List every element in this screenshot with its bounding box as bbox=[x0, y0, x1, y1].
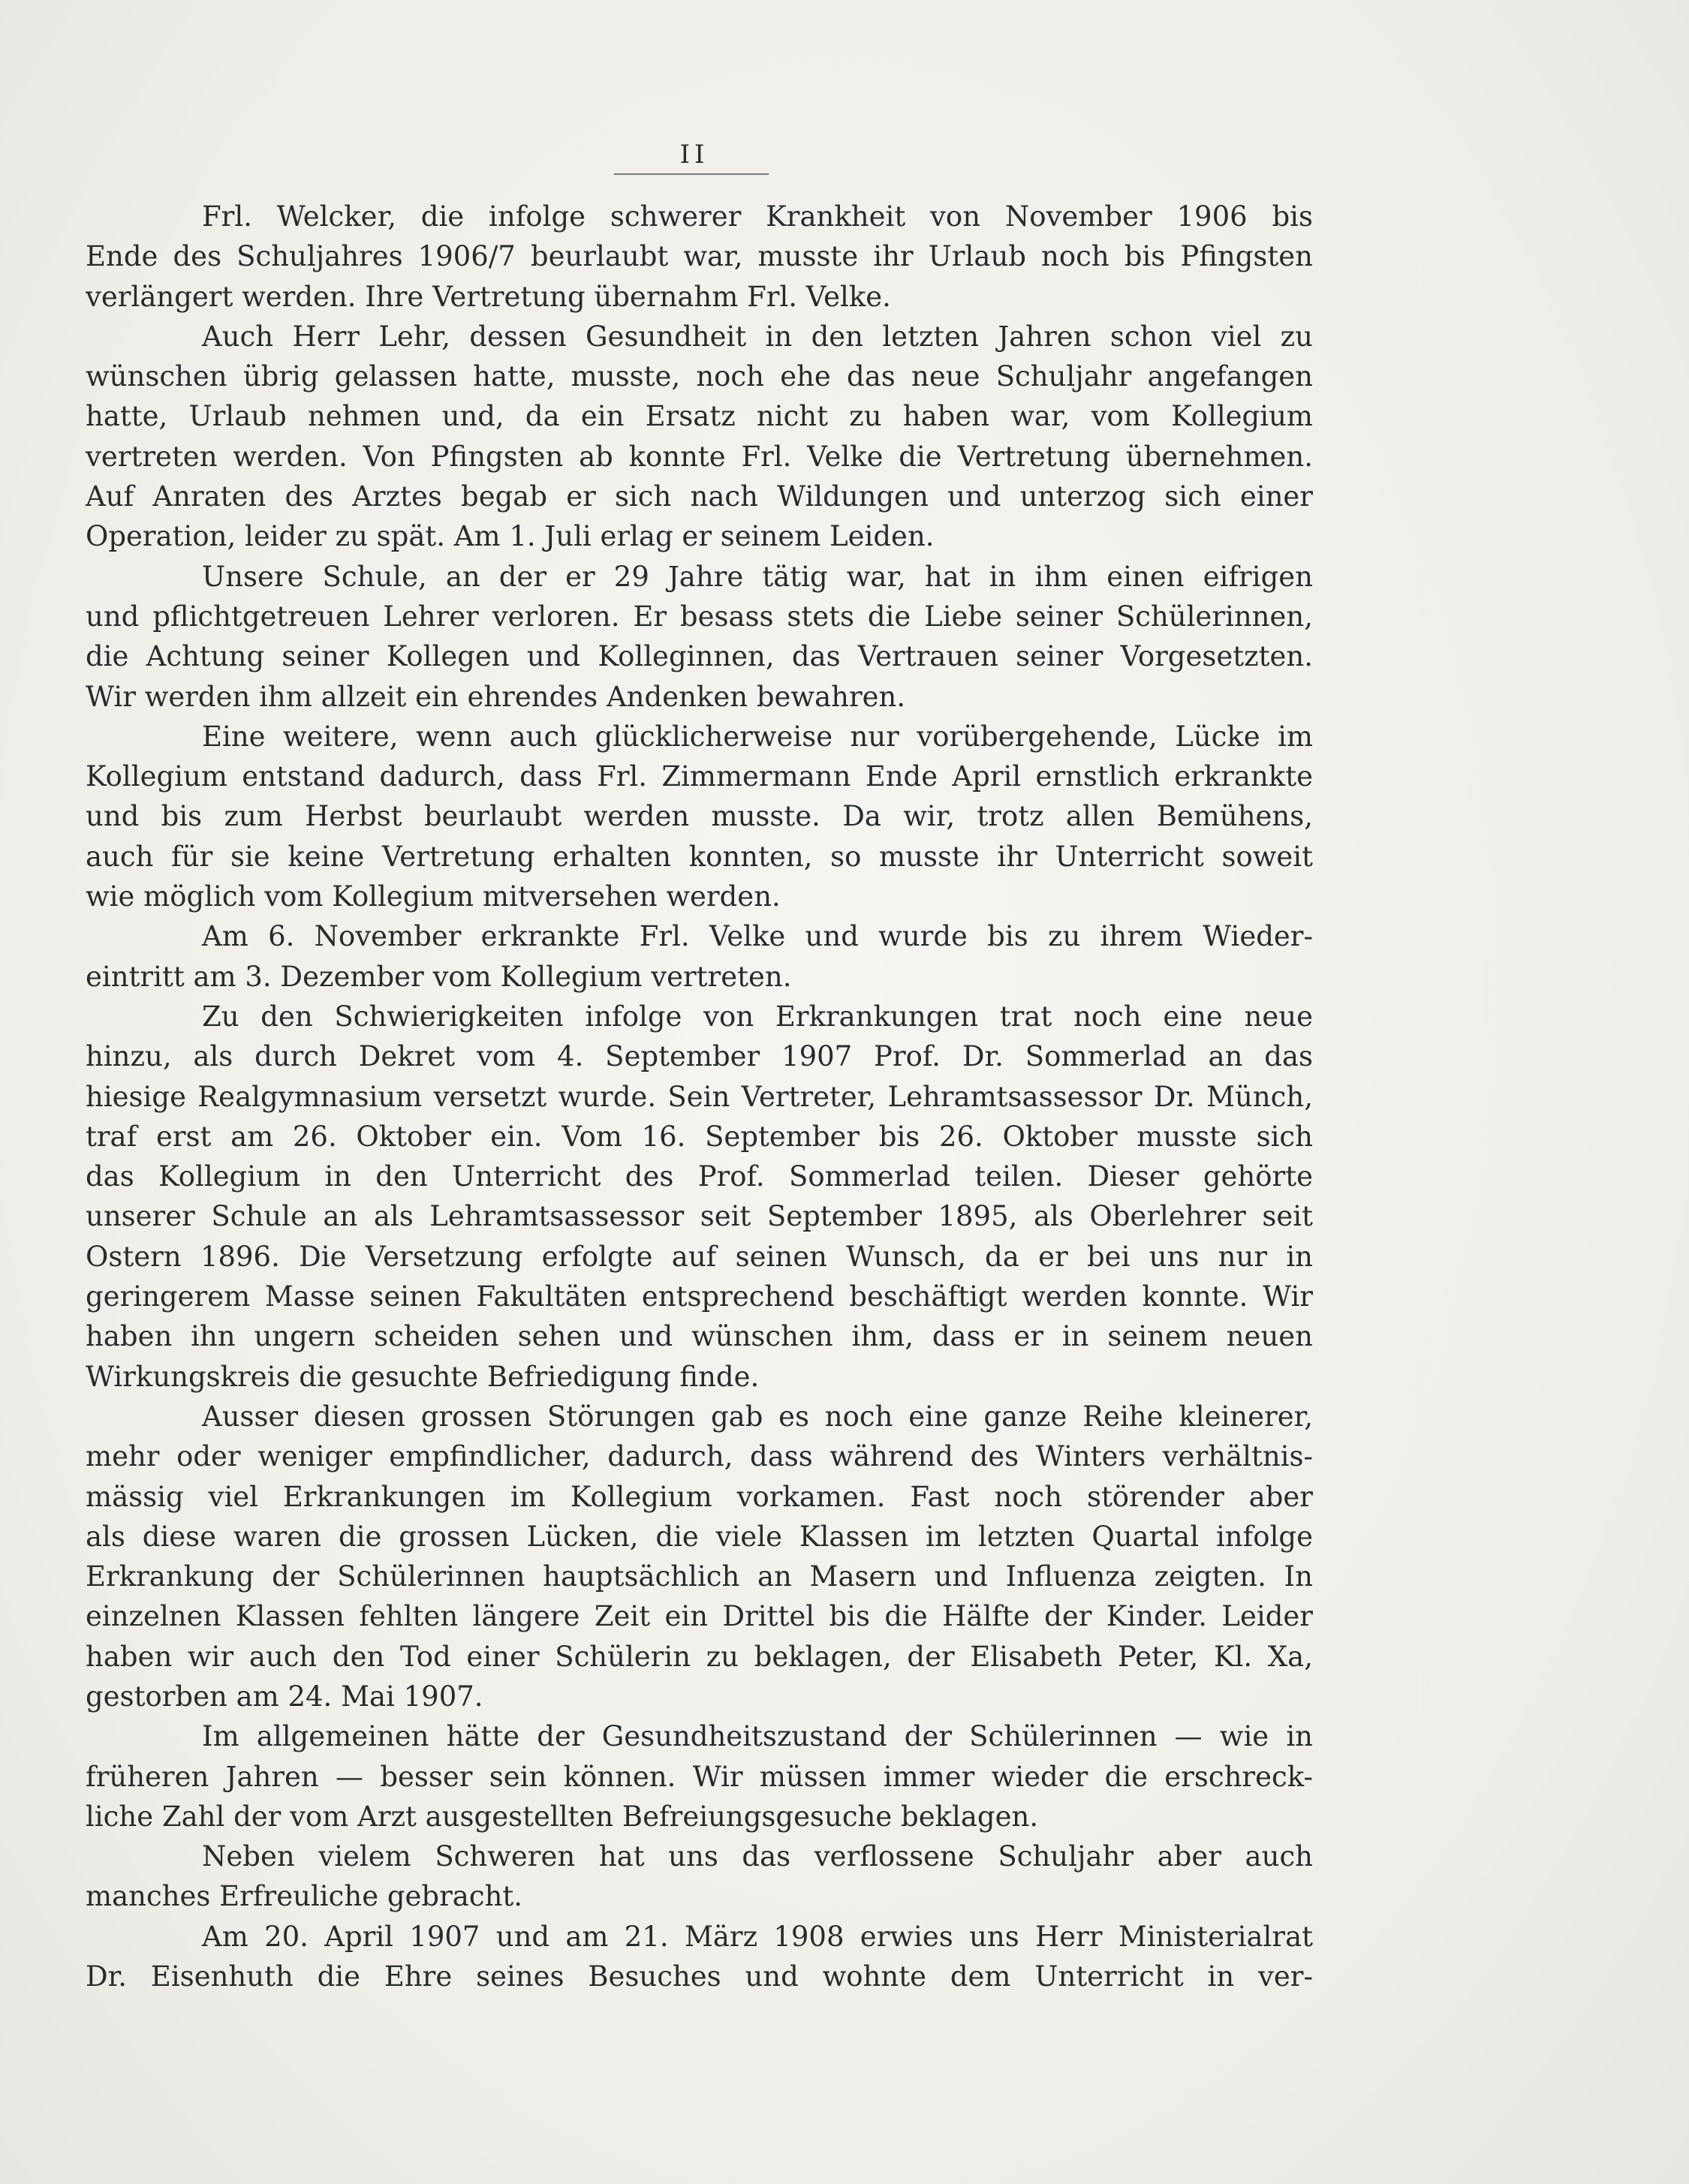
text-line: Ausser diesen grossen Störungen gab es noch eine ganze Reihe kleinerer, bbox=[202, 1400, 1313, 1433]
text-line: wie möglich vom Kollegium mitversehen werden. bbox=[86, 880, 781, 913]
text-line: Auf Anraten des Arztes begab er sich nach Wildungen und unterzog sich einer bbox=[86, 480, 1313, 513]
text-line: Unsere Schule, an der er 29 Jahre tätig war, hat in ihm einen eifrigen bbox=[202, 560, 1313, 593]
text-line: Eine weitere, wenn auch glücklicherweise nur vorübergehende, Lücke im bbox=[202, 720, 1313, 753]
text-line: geringerem Masse seinen Fakultäten entsprechend beschäftigt werden konnte. Wir bbox=[86, 1280, 1313, 1313]
text-line: haben ihn ungern scheiden sehen und wünschen ihm, dass er in seinem neuen bbox=[86, 1320, 1313, 1353]
text-line: Ende des Schuljahres 1906/7 beurlaubt war, musste ihr Urlaub noch bis Pfingsten bbox=[86, 240, 1313, 273]
text-line: die Achtung seiner Kollegen und Kolleginnen, das Vertrauen seiner Vorgesetzten. bbox=[86, 640, 1313, 673]
text-line: Auch Herr Lehr, dessen Gesundheit in den letzten Jahren schon viel zu bbox=[202, 320, 1313, 353]
text-line: vertreten werden. Von Pfingsten ab konnte Frl. Velke die Vertretung übernehmen. bbox=[86, 440, 1313, 473]
text-line: hatte, Urlaub nehmen und, da ein Ersatz nicht zu haben war, vom Kollegium bbox=[86, 400, 1313, 433]
text-line: hinzu, als durch Dekret vom 4. September 1907 Prof. Dr. Sommerlad an das bbox=[86, 1040, 1313, 1073]
text-line: liche Zahl der vom Arzt ausgestellten Befreiungsgesuche beklagen. bbox=[86, 1800, 1039, 1833]
text-line: Wir werden ihm allzeit ein ehrendes Andenken bewahren. bbox=[86, 680, 906, 713]
text-line: wünschen übrig gelassen hatte, musste, noch ehe das neue Schuljahr angefangen bbox=[86, 360, 1313, 393]
text-line: das Kollegium in den Unterricht des Prof. Sommerlad teilen. Dieser gehörte bbox=[86, 1160, 1313, 1193]
text-line: Am 6. November erkrankte Frl. Velke und wurde bis zu ihrem Wieder- bbox=[202, 920, 1313, 953]
text-line: und bis zum Herbst beurlaubt werden musste. Da wir, trotz allen Bemühens, bbox=[86, 800, 1313, 833]
page-number: II bbox=[679, 140, 709, 170]
text-line: als diese waren die grossen Lücken, die viele Klassen im letzten Quartal infolge bbox=[86, 1520, 1313, 1553]
text-line: Zu den Schwierigkeiten infolge von Erkrankungen trat noch eine neue bbox=[202, 1000, 1313, 1033]
body-text bbox=[86, 197, 1313, 1996]
text-line: haben wir auch den Tod einer Schülerin zu beklagen, der Elisabeth Peter, Kl. Xa, bbox=[86, 1640, 1313, 1673]
text-line: manches Erfreuliche gebracht. bbox=[86, 1880, 523, 1913]
text-line: eintritt am 3. Dezember vom Kollegium vertreten. bbox=[86, 960, 792, 993]
text-line: Kollegium entstand dadurch, dass Frl. Zimmermann Ende April ernstlich erkrankte bbox=[86, 760, 1313, 793]
text-line: Wirkungskreis die gesuchte Befriedigung finde. bbox=[86, 1360, 760, 1393]
text-line: mässig viel Erkrankungen im Kollegium vorkamen. Fast noch störender aber bbox=[86, 1480, 1313, 1513]
text-line: Am 20. April 1907 und am 21. März 1908 erwies uns Herr Ministerialrat bbox=[202, 1920, 1313, 1953]
text-line: und pflichtgetreuen Lehrer verloren. Er besass stets die Liebe seiner Schülerinnen, bbox=[86, 600, 1313, 633]
text-line: Im allgemeinen hätte der Gesundheitszustand der Schülerinnen — wie in bbox=[202, 1720, 1313, 1753]
text-line: früheren Jahren — besser sein können. Wir müssen immer wieder die erschreck- bbox=[86, 1760, 1313, 1793]
text-line: unserer Schule an als Lehramtsassessor seit September 1895, als Oberlehrer seit bbox=[86, 1200, 1313, 1233]
text-line: Ostern 1896. Die Versetzung erfolgte auf seinen Wunsch, da er bei uns nur in bbox=[86, 1240, 1313, 1273]
text-line: Operation, leider zu spät. Am 1. Juli erlag er seinem Leiden. bbox=[86, 520, 935, 553]
text-line: verlängert werden. Ihre Vertretung übernahm Frl. Velke. bbox=[86, 280, 891, 313]
text-line: hiesige Realgymnasium versetzt wurde. Sein Vertreter, Lehramtsassessor Dr. Münch, bbox=[86, 1080, 1313, 1113]
text-line: Dr. Eisenhuth die Ehre seines Besuches und wohnte dem Unterricht in ver- bbox=[86, 1960, 1313, 1993]
text-line: traf erst am 26. Oktober ein. Vom 16. September bis 26. Oktober musste sich bbox=[86, 1120, 1313, 1153]
text-line: gestorben am 24. Mai 1907. bbox=[86, 1680, 483, 1713]
text-line: Neben vielem Schweren hat uns das verflossene Schuljahr aber auch bbox=[202, 1840, 1313, 1873]
text-line: auch für sie keine Vertretung erhalten konnten, so musste ihr Unterricht soweit bbox=[86, 840, 1313, 873]
text-line: Frl. Welcker, die infolge schwerer Krankheit von November 1906 bis bbox=[202, 200, 1313, 233]
text-line: Erkrankung der Schülerinnen hauptsächlich an Masern und Influenza zeigten. In bbox=[86, 1560, 1313, 1593]
text-line: mehr oder weniger empfindlicher, dadurch, dass während des Winters verhältnis- bbox=[86, 1440, 1313, 1473]
text-line: einzelnen Klassen fehlten längere Zeit ein Drittel bis die Hälfte der Kinder. Leider bbox=[86, 1600, 1313, 1633]
header-rule bbox=[614, 173, 769, 175]
